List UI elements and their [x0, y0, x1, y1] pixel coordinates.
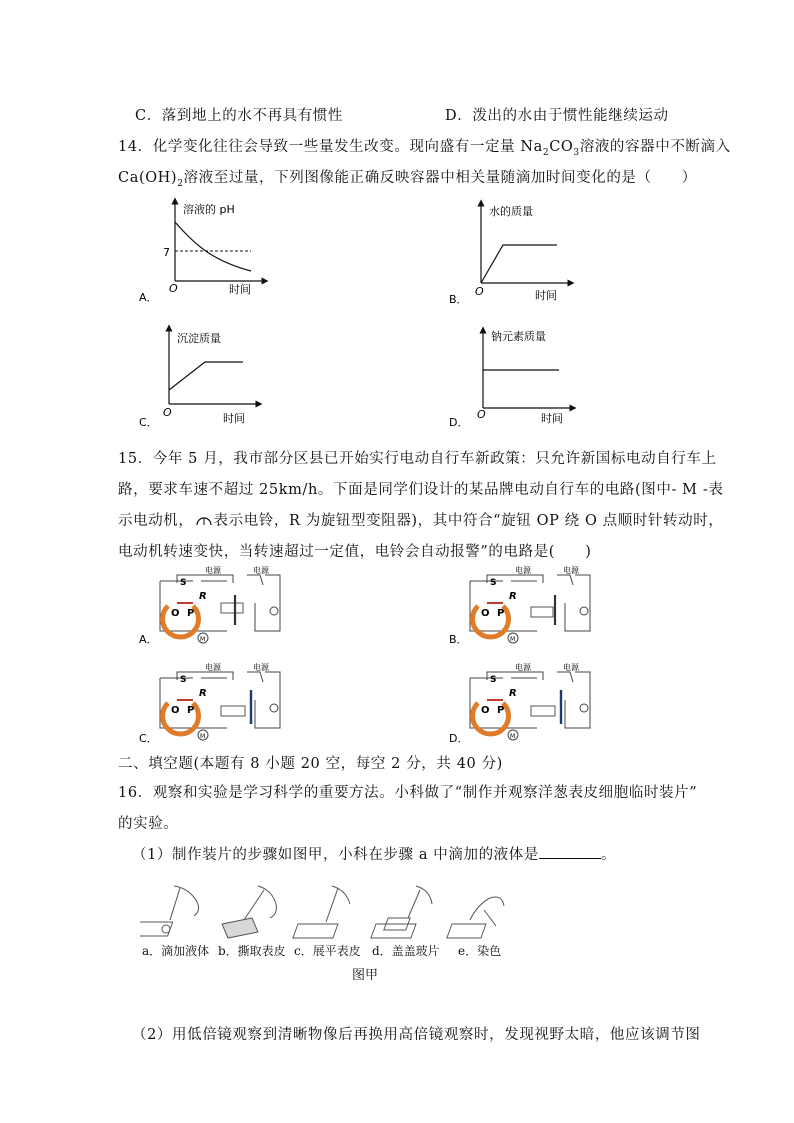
graph-c-origin: O	[163, 406, 172, 419]
motor-label: M	[510, 636, 516, 643]
q15-circuit-d	[445, 660, 610, 745]
q14-graph-b	[445, 195, 585, 310]
q15-line2: 路，要求车速不超过 25km/h。下面是同学们设计的某品牌电动自行车的电路(图中- M -表	[118, 482, 724, 498]
graph-d-ylabel: 钠元素质量	[491, 330, 546, 343]
r-label: R	[199, 591, 207, 602]
figure-caption: 图甲	[352, 968, 379, 983]
step-b-label: b．撕取表皮	[218, 944, 286, 958]
step-a-label: a．滴加液体	[142, 944, 210, 958]
graph-c-xlabel: 时间	[223, 412, 245, 425]
r-label: R	[509, 688, 517, 699]
q15-line1: 15．今年 5 月，我市部分区县已开始实行电动自行车新政策：只允许新国标电动自行车上	[118, 451, 717, 467]
motor-label: M	[200, 636, 206, 643]
p-label: P	[187, 705, 195, 716]
switch-label: S	[180, 675, 187, 685]
motor-label: M	[200, 733, 206, 740]
q14-graph-c	[135, 322, 275, 434]
q14-line2: $Ca(OH)_2$溶液至过量，下列图像能正确反映容器中相关量随滴加时间变化的是（ ）	[118, 170, 697, 189]
power1-label: 电源	[205, 566, 221, 575]
step-e-label: e．染色	[458, 944, 502, 958]
o-label: O	[481, 608, 490, 619]
q15-circuit-a	[135, 563, 300, 648]
q15-line3: 示电动机， 表示电铃，R 为旋钮型变阻器)，其中符合“旋钮 OP 绕 O 点顺时针转动时，	[118, 513, 724, 529]
graph-a-letter: A．	[139, 291, 158, 304]
graph-c-ylabel: 沉淀质量	[177, 332, 221, 345]
power1-label: 电源	[515, 566, 531, 575]
power2-label: 电源	[253, 566, 269, 575]
o-label: O	[171, 608, 180, 619]
graph-a-ylabel: 溶液的 pH	[183, 203, 235, 216]
circuit-d-letter: D．	[449, 732, 469, 745]
o-label: O	[481, 705, 490, 716]
circuit-b-letter: B．	[449, 633, 468, 646]
graph-c-letter: C．	[139, 416, 158, 429]
step-c-label: c．展平表皮	[294, 944, 361, 958]
steps-illustration	[140, 880, 520, 950]
graph-b-ylabel: 水的质量	[489, 205, 533, 218]
q13-option-d: D．泼出的水由于惯性能继续运动	[445, 108, 669, 124]
q14-graph-a	[135, 193, 275, 308]
p-label: P	[497, 608, 505, 619]
power2-label: 电源	[563, 663, 579, 672]
water-mass-line	[481, 245, 557, 283]
answer-blank[interactable]	[539, 846, 601, 859]
q14-graph-d	[445, 322, 585, 434]
r-label: R	[199, 688, 207, 699]
bell-icon	[194, 513, 214, 527]
graph-b-xlabel: 时间	[535, 289, 557, 302]
q15-line4: 电动机转速变快，当转速超过一定值，电铃会自动报警”的电路是( )	[118, 544, 592, 560]
q15-circuit-c	[135, 660, 300, 745]
circuit-a-letter: A．	[139, 633, 158, 646]
o-label: O	[171, 705, 180, 716]
switch-label: S	[490, 675, 497, 685]
graph-d-xlabel: 时间	[541, 412, 563, 425]
graph-d-letter: D．	[449, 416, 469, 429]
power2-label: 电源	[253, 663, 269, 672]
r-label: R	[509, 591, 517, 602]
figure-jia	[140, 880, 520, 983]
power2-label: 电源	[563, 566, 579, 575]
precipitate-line	[169, 362, 243, 390]
ph-curve	[175, 222, 251, 271]
q14-line1: 14．化学变化往往会导致一些量发生改变。现向盛有一定量 $Na_2CO_3$溶液的容器中不断滴入	[118, 139, 731, 158]
q16-line2: 的实验。	[118, 816, 179, 832]
graph-a-origin: O	[169, 282, 178, 295]
graph-b-letter: B．	[449, 293, 468, 306]
graph-a-xlabel: 时间	[229, 283, 251, 296]
q15-circuit-b	[445, 563, 610, 648]
q16-line1: 16．观察和实验是学习科学的重要方法。小科做了“制作并观察洋葱表皮细胞临时装片”	[118, 785, 698, 801]
p-label: P	[187, 608, 195, 619]
graph-b-origin: O	[475, 285, 484, 298]
motor-label: M	[510, 733, 516, 740]
graph-a-ref-label: 7	[163, 246, 170, 259]
power1-label: 电源	[515, 663, 531, 672]
q16-sub2: （2）用低倍镜观察到清晰物像后再换用高倍镜观察时，发现视野太暗，他应该调节图	[132, 1027, 701, 1043]
p-label: P	[497, 705, 505, 716]
switch-label: S	[490, 578, 497, 588]
q13-option-c: C．落到地上的水不再具有惯性	[135, 108, 343, 124]
power1-label: 电源	[205, 663, 221, 672]
switch-label: S	[180, 578, 187, 588]
graph-d-origin: O	[477, 408, 486, 421]
circuit-c-letter: C．	[139, 732, 158, 745]
section-two-heading: 二、填空题(本题有 8 小题 20 空，每空 2 分，共 40 分)	[118, 756, 503, 772]
q16-sub1: （1）制作装片的步骤如图甲，小科在步骤 a 中滴加的液体是 。	[132, 847, 617, 863]
step-d-label: d．盖盖玻片	[372, 944, 440, 958]
